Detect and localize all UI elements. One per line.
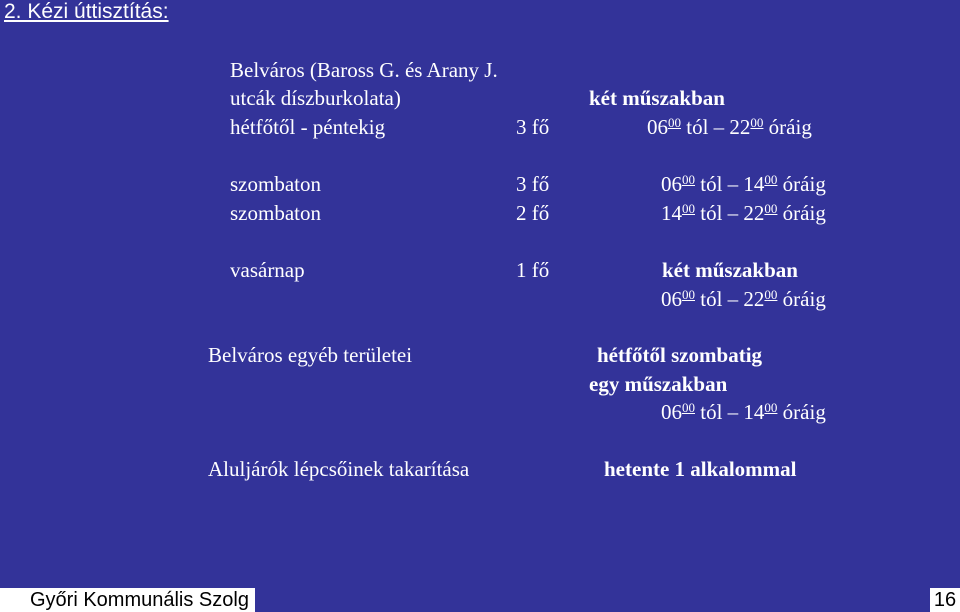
egyeb-hours bbox=[661, 400, 826, 424]
weekday-mid: tól – bbox=[681, 115, 730, 139]
saturday1-staff: 3 fő bbox=[516, 172, 550, 196]
sunday-start: 06 bbox=[661, 287, 682, 311]
saturday1-label: szombaton bbox=[230, 172, 321, 196]
saturday2-staff: 2 fő bbox=[516, 201, 550, 225]
weekday-label: hétfőtől - péntekig bbox=[230, 115, 386, 139]
saturday2-start: 14 bbox=[661, 201, 682, 225]
saturday2-suffix: óráig bbox=[777, 201, 826, 225]
sunday-suffix: óráig bbox=[777, 287, 826, 311]
egyeb-end-min: 00 bbox=[764, 400, 778, 415]
saturday2-hours bbox=[661, 201, 826, 225]
belvaros-title-line1: Belváros (Baross G. és Arany J. bbox=[230, 58, 498, 82]
egyeb-mid: tól – bbox=[695, 400, 744, 424]
egyeb-shift: egy műszakban bbox=[589, 372, 728, 396]
sunday-end: 22 bbox=[743, 287, 765, 311]
saturday1-end: 14 bbox=[743, 172, 765, 196]
sunday-start-min: 00 bbox=[682, 287, 695, 302]
footer-company: Győri Kommunális Szolg bbox=[0, 588, 255, 612]
egyeb-start: 06 bbox=[661, 400, 682, 424]
sunday-mid: tól – bbox=[695, 287, 744, 311]
belvaros-title-line2: utcák díszburkolata) bbox=[230, 86, 401, 110]
footer-page-number: 16 bbox=[930, 588, 960, 612]
saturday2-end: 22 bbox=[743, 201, 765, 225]
egyeb-start-min: 00 bbox=[682, 400, 695, 415]
weekday-end-min: 00 bbox=[750, 115, 764, 130]
weekday-hours bbox=[647, 115, 812, 139]
saturday2-start-min: 00 bbox=[682, 201, 695, 216]
saturday1-suffix: óráig bbox=[777, 172, 826, 196]
saturday1-mid: tól – bbox=[695, 172, 744, 196]
sunday-hours bbox=[661, 287, 826, 311]
sunday-shift-header: két műszakban bbox=[662, 258, 798, 282]
sunday-staff: 1 fő bbox=[516, 258, 550, 282]
saturday1-start-min: 00 bbox=[682, 172, 695, 187]
slide-title: 2. Kézi úttisztítás: bbox=[4, 0, 169, 23]
weekday-staff: 3 fő bbox=[516, 115, 550, 139]
saturday1-hours bbox=[661, 172, 826, 196]
weekday-start: 06 bbox=[647, 115, 668, 139]
saturday2-mid: tól – bbox=[695, 201, 744, 225]
weekday-end: 22 bbox=[729, 115, 751, 139]
aluljarok-label: Aluljárók lépcsőinek takarítása bbox=[208, 457, 470, 481]
saturday2-end-min: 00 bbox=[764, 201, 778, 216]
belvaros-shift-header: két műszakban bbox=[589, 86, 725, 110]
egyeb-suffix: óráig bbox=[777, 400, 826, 424]
aluljarok-frequency: hetente 1 alkalommal bbox=[604, 457, 797, 481]
weekday-suffix: óráig bbox=[763, 115, 812, 139]
weekday-start-min: 00 bbox=[668, 115, 681, 130]
egyeb-end: 14 bbox=[743, 400, 765, 424]
egyeb-days: hétfőtől szombatig bbox=[597, 343, 763, 367]
saturday1-end-min: 00 bbox=[764, 172, 778, 187]
saturday1-start: 06 bbox=[661, 172, 682, 196]
egyeb-label: Belváros egyéb területei bbox=[208, 343, 413, 367]
sunday-label: vasárnap bbox=[230, 258, 305, 282]
sunday-end-min: 00 bbox=[764, 287, 778, 302]
saturday2-label: szombaton bbox=[230, 201, 321, 225]
